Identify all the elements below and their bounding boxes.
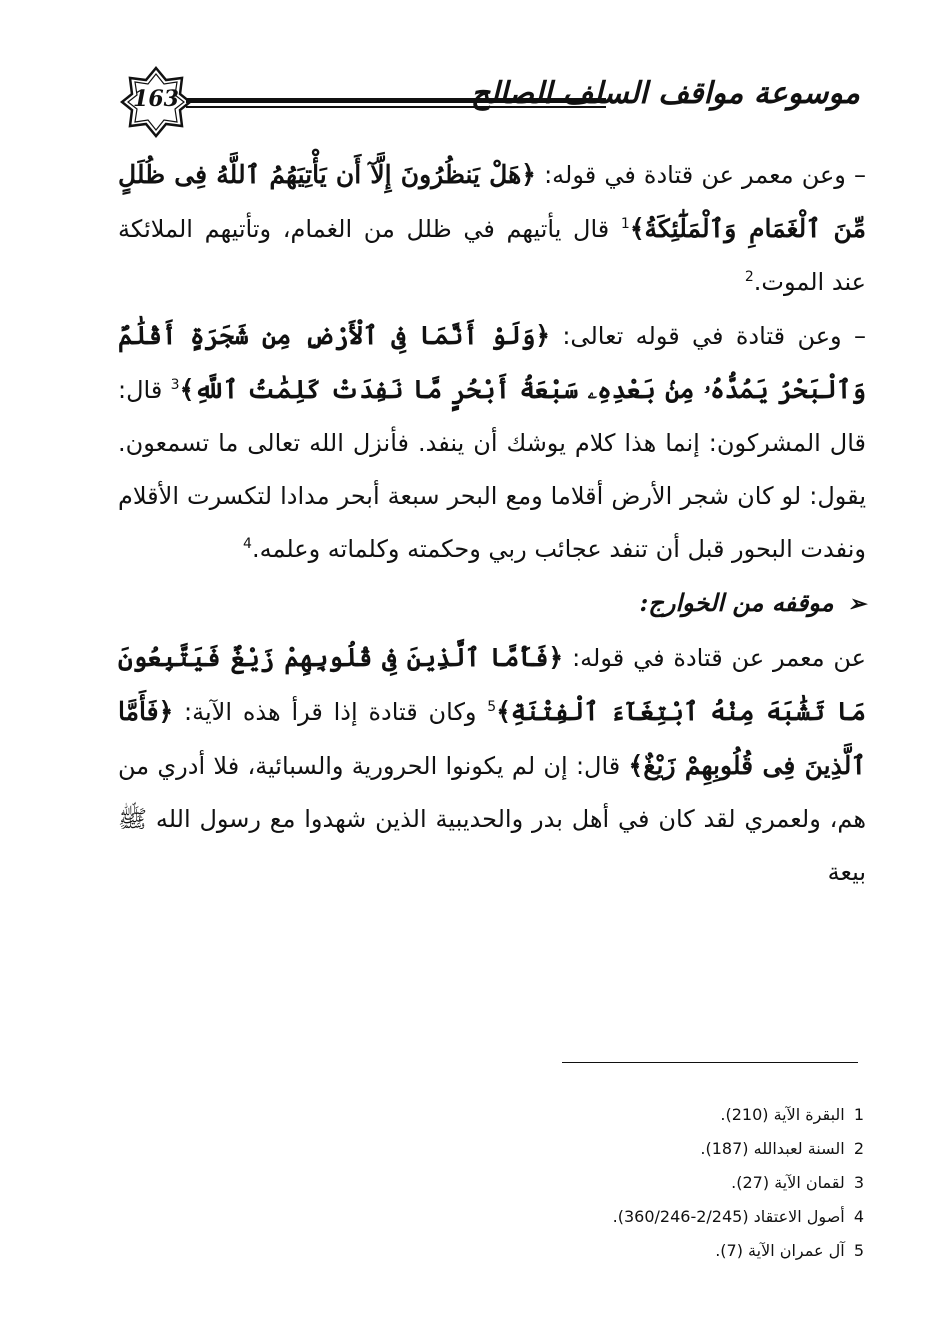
- footnote-item: [500, 1098, 864, 1132]
- paragraph-2-tail: قال: قال المشركون: إنما هذا كلام يوشك أن ينفد. فأنزل الله تعالى ما تسمعون. يقول: لو كان شجر الأرض أقلاما ومع البحر سبعة أبحر مدادا لتكسرت الأقلام ونفدت البحور قبل أن تنفد عجائب ربي وحكمته وكلماته وعلمه.: [118, 376, 866, 563]
- paragraph-2-lead: – وعن قتادة في قوله تعالى:: [550, 322, 866, 350]
- footnote-item: [500, 1234, 864, 1268]
- page-number: 163: [133, 86, 179, 112]
- footnote-number: 4: [853, 1207, 864, 1226]
- series-title: موسوعة مواقف السلف الصالح: [470, 76, 860, 111]
- footnote-ref-1: 1: [620, 216, 630, 232]
- footnote-text: البقرة الآية (210).: [720, 1105, 845, 1124]
- footnote-number: 3: [853, 1173, 864, 1192]
- quran-verse-2: ﴿وَلَوْ أَنَّمَا فِى ٱلْأَرْضِ مِن شَجَرَةٍ أَقْلَٰمٌ وَٱلْبَحْرُ يَمُدُّهُۥ مِنۢ بَعْدِهِۦ سَبْعَةُ أَبْحُرٍ مَّا نَفِدَتْ كَلِمَٰتُ ٱللَّهِ﴾: [118, 321, 866, 404]
- footnote-ref-2: 2: [744, 269, 754, 285]
- quran-verse-3: ﴿فَأَمَّا ٱلَّذِينَ فِى قُلُوبِهِمْ زَيْغٌ فَيَتَّبِعُونَ مَا تَشَٰبَهَ مِنْهُ ٱبْتِغَآءَ ٱلْفِتْنَةِ﴾: [118, 643, 866, 726]
- footnote-ref-4: 4: [243, 536, 252, 552]
- footnote-item: [500, 1166, 864, 1200]
- paragraph-3: [118, 631, 866, 899]
- footnote-text: السنة لعبدالله (187).: [700, 1139, 845, 1158]
- main-text: [118, 148, 866, 899]
- footnote-text: لقمان الآية (27).: [731, 1173, 845, 1192]
- footnote-number: 1: [853, 1105, 864, 1124]
- footnote-ref-3: 3: [170, 377, 180, 393]
- footnote-number: 5: [853, 1241, 864, 1260]
- paragraph-1-tail: قال يأتيهم في ظلل من الغمام، وتأتيهم الملائكة عند الموت.: [118, 215, 866, 296]
- footnotes: [500, 1098, 864, 1268]
- paragraph-1: [118, 148, 866, 309]
- paragraph-3-mid: وكان قتادة إذا قرأ هذه الآية:: [173, 698, 488, 726]
- arrow-bullet-icon: ➢: [847, 591, 866, 617]
- paragraph-3-lead: عن معمر عن قتادة في قوله:: [563, 644, 867, 672]
- footnote-text: آل عمران الآية (7).: [715, 1241, 845, 1260]
- footnote-item: [500, 1200, 864, 1234]
- footnote-item: [500, 1132, 864, 1166]
- paragraph-3-tail: قال: إن لم يكونوا الحرورية والسبائية، فلا أدري من هم، ولعمري لقد كان في أهل بدر والحديبية الذين شهدوا مع رسول الله ﷺ بيعة: [118, 752, 866, 886]
- paragraph-2: [118, 309, 866, 576]
- quran-verse-1: ﴿هَلْ يَنظُرُونَ إِلَّآ أَن يَأْتِيَهُمُ ٱللَّهُ فِى ظُلَلٍ مِّنَ ٱلْغَمَامِ وَٱلْمَلَٰٓئِكَةُ﴾: [118, 160, 866, 243]
- quran-verse-4: ﴿فَأَمَّا ٱلَّذِينَ فِى قُلُوبِهِمْ زَيْغٌ﴾: [118, 697, 866, 780]
- section-heading-text: موقفه من الخوارج:: [639, 588, 834, 617]
- footnote-separator: [562, 1062, 858, 1063]
- page-header: [0, 60, 934, 140]
- footnote-number: 2: [853, 1139, 864, 1158]
- paragraph-1-lead: – وعن معمر عن قتادة في قوله:: [535, 161, 867, 189]
- page-number-badge: [120, 66, 192, 138]
- section-heading: [118, 576, 866, 631]
- footnote-ref-5: 5: [487, 699, 497, 715]
- footnote-text: أصول الاعتقاد (2/245-360/246).: [612, 1207, 845, 1226]
